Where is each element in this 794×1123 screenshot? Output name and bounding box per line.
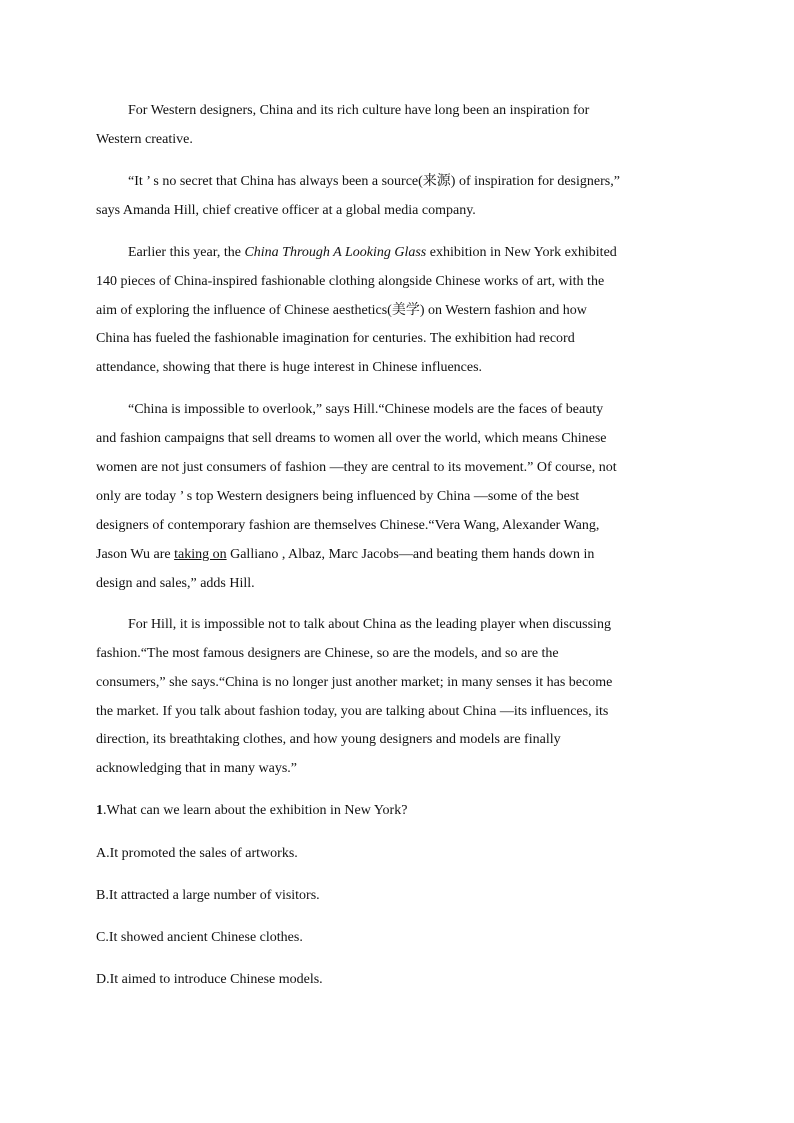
option-a[interactable]: A.It promoted the sales of artworks.	[96, 846, 298, 861]
paragraph-text: Jason Wu are	[96, 547, 175, 562]
paragraph-line: women are not just consumers of fashion —they are central to its movement.” Of course, not	[96, 460, 617, 475]
paragraph-line: 140 pieces of China-inspired fashionable clothing alongside Chinese works of art, with the	[96, 274, 605, 289]
paragraph-line: says Amanda Hill, chief creative officer at a global media company.	[96, 203, 476, 218]
paragraph-line: “China is impossible to overlook,” says Hill.“Chinese models are the faces of beauty	[128, 402, 604, 417]
paragraph-line: and fashion campaigns that sell dreams to women all over the world, which means Chinese	[96, 431, 607, 446]
paragraph-line: the market. If you talk about fashion today, you are talking about China —its influences, its	[96, 704, 609, 719]
question-stem	[96, 802, 407, 820]
paragraph-text: exhibition in New York exhibited	[426, 245, 617, 260]
option-b[interactable]: B.It attracted a large number of visitors.	[96, 888, 320, 903]
paragraph-line: consumers,” she says.“China is no longer just another market; in many senses it has become	[96, 675, 613, 690]
paragraph-line: direction, its breathtaking clothes, and how young designers and models are finally	[96, 732, 561, 747]
paragraph-line: “It ’ s no secret that China has always been a source(来源) of inspiration for designers,”	[128, 174, 620, 189]
paragraph-line: design and sales,” adds Hill.	[96, 576, 255, 591]
paragraph-line	[96, 546, 594, 564]
paragraph-line	[128, 244, 617, 262]
paragraph-line: only are today ’ s top Western designers being influenced by China —some of the best	[96, 489, 580, 504]
paragraph-line: China has fueled the fashionable imagination for centuries. The exhibition had record	[96, 331, 575, 346]
paragraph-line: acknowledging that in many ways.”	[96, 761, 298, 776]
underlined-phrase: taking on	[174, 547, 227, 562]
paragraph-text: Earlier this year, the	[128, 245, 245, 260]
paragraph-line: aim of exploring the influence of Chinese aesthetics(美学) on Western fashion and how	[96, 303, 587, 318]
paragraph-line: attendance, showing that there is huge interest in Chinese influences.	[96, 360, 483, 375]
paragraph-text: Galliano , Albaz, Marc Jacobs—and beating them hands down in	[226, 547, 595, 562]
paragraph-line: For Hill, it is impossible not to talk about China as the leading player when discussing	[128, 617, 611, 632]
paragraph-line: fashion.“The most famous designers are Chinese, so are the models, and so are the	[96, 646, 559, 661]
exhibition-title: China Through A Looking Glass	[244, 245, 427, 260]
paragraph-line: Western creative.	[96, 132, 193, 147]
option-c[interactable]: C.It showed ancient Chinese clothes.	[96, 930, 303, 945]
option-d[interactable]: D.It aimed to introduce Chinese models.	[96, 972, 323, 987]
question-number: 1	[96, 803, 103, 818]
paragraph-line: For Western designers, China and its rich culture have long been an inspiration for	[128, 103, 590, 118]
question-text: .What can we learn about the exhibition in New York?	[103, 803, 408, 818]
paragraph-line: designers of contemporary fashion are themselves Chinese.“Vera Wang, Alexander Wang,	[96, 518, 600, 533]
